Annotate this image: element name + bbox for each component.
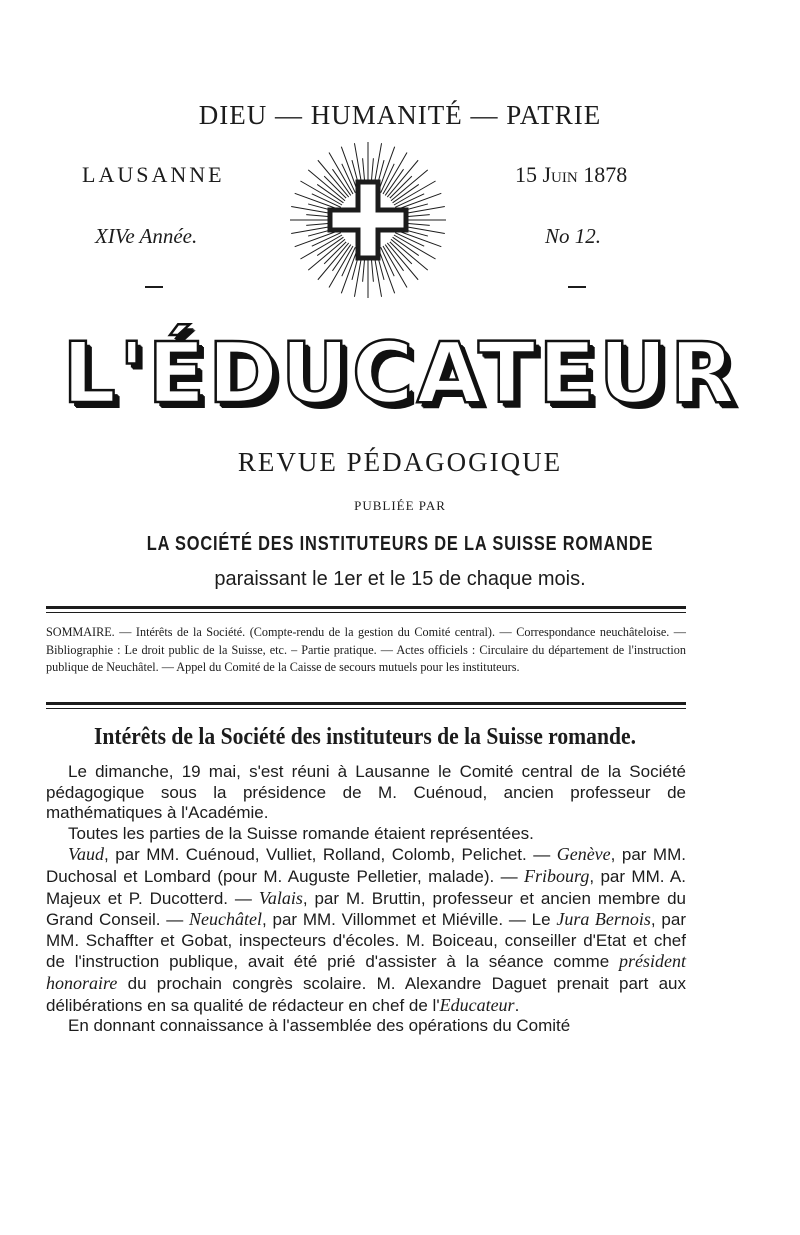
issue-number: No 12. (545, 224, 602, 248)
sun-ray (389, 241, 412, 264)
motto: DIEU — HUMANITÉ — PATRIE (198, 100, 602, 130)
sun-ray (389, 176, 412, 199)
volume-year: XIVe Année. (95, 224, 198, 248)
divider-mid-thin (46, 708, 686, 709)
article-title: Intérêts de la Société des instituteurs de la Suisse romande. (94, 724, 636, 750)
paragraph: Toutes les parties de la Suisse romande étaient représentées. (68, 823, 534, 843)
sun-ray (324, 241, 347, 264)
publication-frequency: paraissant le 1er et le 15 de chaque mois. (214, 568, 586, 590)
paragraph: En donnant connaissance à l'assemblée des opérations du Comité (68, 1016, 571, 1036)
issue-date (515, 162, 627, 188)
swiss-cross-emblem (288, 140, 448, 300)
sun-ray (324, 176, 347, 199)
sun-ray (393, 237, 419, 255)
sun-ray (317, 184, 343, 202)
sun-ray (332, 245, 350, 271)
date-month: Juin (542, 162, 578, 187)
journal-subtitle: REVUE PÉDAGOGIQUE (237, 447, 563, 477)
dash-right (568, 286, 586, 288)
date-day: 15 (515, 162, 537, 187)
journal-title: L'ÉDUCATEUR (62, 324, 738, 422)
city: LAUSANNE (82, 162, 225, 187)
divider-top-thin (46, 612, 686, 613)
divider-top (46, 606, 686, 609)
dash-left (145, 286, 163, 288)
divider-mid (46, 702, 686, 705)
paragraph: Le dimanche, 19 mai, s'est réuni à Lausanne le Comité central de la Société pédagogique sous la présidence de M. Cuénoud, ancien professeur de mathématiques à l'Académie. (46, 762, 686, 823)
sun-ray (385, 245, 403, 271)
date-year: 1878 (583, 162, 628, 187)
sun-ray (385, 169, 403, 195)
society-name: LA SOCIÉTÉ DES INSTITUTEURS DE LA SUISSE ROMANDE (146, 533, 654, 555)
article-body (46, 762, 686, 1037)
paragraph: Vaud, par MM. Cuénoud, Vulliet, Rolland, Colomb, Pelichet. — Genève, par MM. Duchosal et Lombard (pour M. Auguste Pelletier, malade). — Fribourg, par MM. A. Majeux et P. Ducotterd. — Valais, par M. Bruttin, professeur et ancien membre du Grand Conseil. — Neuchâtel, par MM. Villommet et Miéville. — Le Jura Bernois, par MM. Schaffter et Gobat, inspecteurs d'écoles. M. Boiceau, conseiller d'Etat et chef de l'instruction publique, avait été prié d'assister à la séance comme président honoraire du prochain congrès scolaire. M. Alexandre Daguet prenait part aux délibérations en sa qualité de rédacteur en chef de l'Educateur. (46, 844, 686, 1015)
sun-ray (393, 184, 419, 202)
sun-ray (332, 169, 350, 195)
sun-ray (317, 237, 343, 255)
published-by: PUBLIÉE PAR (354, 498, 446, 513)
table-of-contents: SOMMAIRE. — Intérêts de la Société. (Compte-rendu de la gestion du Comité central). — Correspondance neuchâteloise. — Bibliographie : Le droit public de la Suisse, etc. – Partie pratique. — Actes officiels : Circulaire du département de l'instruction publique de Neuchâtel. — Appel du Comité de la Caisse de secours mutuels pour les instituteurs. (46, 625, 686, 674)
